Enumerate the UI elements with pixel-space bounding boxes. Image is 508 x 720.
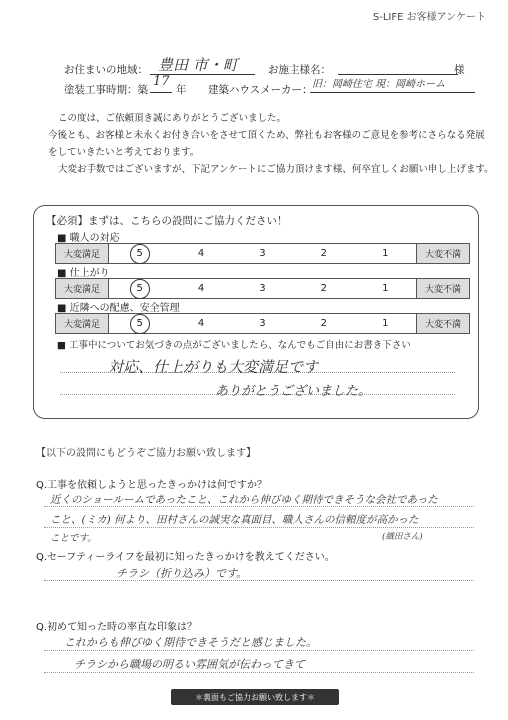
free-comment-label: ■ 工事中についてお気づきの点がございましたら、なんでもご自由にお書き下さい bbox=[57, 340, 411, 351]
free-comment-answer-2: ありがとうございました。 bbox=[215, 384, 372, 399]
name-suffix: 様 bbox=[454, 64, 465, 76]
question-3: Q.初めて知った時の率直な印象は？ bbox=[36, 622, 198, 633]
question-label: ■ 近隣への配慮、安全管理 bbox=[57, 303, 180, 314]
rating-option-3[interactable]: 3 bbox=[259, 248, 266, 259]
section2-heading: 【以下の設問にもどうぞご協力お願い致します】 bbox=[36, 448, 256, 459]
intro-line: をしていきたいと考えております。 bbox=[48, 147, 200, 158]
free-comment-answer-1: 対応、仕上がりも大変満足です bbox=[108, 358, 319, 376]
intro-line: この度は、ご依頼頂き誠にありがとうございました。 bbox=[58, 113, 287, 124]
question-1: Q.工事を依頼しようと思ったきっかけは何ですか？ bbox=[36, 480, 268, 491]
address-field[interactable] bbox=[150, 54, 255, 75]
rating-option-5[interactable]: 5 bbox=[130, 318, 150, 329]
question-2: Q.セーフティーライフを最初に知ったきっかけを教えてください。 bbox=[36, 552, 335, 563]
rating-option-1[interactable]: 1 bbox=[382, 248, 389, 259]
footer-note: ＊裏面もご協力お願い致します＊ bbox=[171, 689, 339, 705]
scale-right-label: 大変不満 bbox=[416, 314, 469, 333]
period-suffix: 年 bbox=[176, 84, 187, 96]
answer-1-line-1: 近くのショールームであったこと、これから伸びゆく期待できそうな会社であった bbox=[50, 494, 438, 506]
scale-left-label: 大変満足 bbox=[56, 244, 109, 263]
answer-1-line-3: ことです。 bbox=[50, 533, 97, 544]
rating-option-5[interactable]: 5 bbox=[130, 248, 150, 259]
rating-option-3[interactable]: 3 bbox=[259, 283, 266, 294]
rating-scale-safety[interactable] bbox=[55, 313, 470, 334]
answer-3-area[interactable] bbox=[44, 632, 474, 682]
required-heading: 【必須】まずは、こちらの設問にご協力ください！ bbox=[46, 215, 288, 227]
period-label: 塗装工事時期：築 bbox=[64, 84, 148, 96]
rating-scale-staff[interactable] bbox=[55, 243, 470, 264]
answer-3-line-1: これからも伸びゆく期待できそうだと感じました。 bbox=[64, 636, 317, 649]
maker-label: 建築ハウスメーカー： bbox=[208, 84, 313, 96]
brand-title: S-LIFE お客様アンケート bbox=[372, 12, 486, 23]
answer-2-area[interactable] bbox=[44, 563, 474, 585]
question-label: ■ 仕上がり bbox=[57, 268, 110, 279]
scale-right-label: 大変不満 bbox=[416, 279, 469, 298]
intro-line: 大変お手数ではございますが、下記アンケートにご協力頂けます様、何卒宜しくお願い申し上げます。 bbox=[58, 164, 494, 175]
maker-value: 旧：岡崎住宅 現：岡崎ホーム bbox=[312, 79, 446, 90]
rating-option-1[interactable]: 1 bbox=[382, 318, 389, 329]
answer-3-line-2: チラシから職場の明るい雰囲気が伝わってきて bbox=[74, 658, 305, 671]
address-label: お住まいの地域： bbox=[64, 64, 148, 76]
name-field[interactable] bbox=[338, 54, 458, 75]
name-label: お施主様名： bbox=[268, 64, 331, 76]
rating-option-4[interactable]: 4 bbox=[197, 283, 205, 294]
answer-1-line-2: こと、(ミカ) 何より、田村さんの誠実な真面目、職人さんの信頼度が高かった bbox=[50, 514, 419, 526]
free-comment-area[interactable] bbox=[60, 350, 455, 410]
rating-option-3[interactable]: 3 bbox=[259, 318, 266, 329]
rating-option-2[interactable]: 2 bbox=[320, 318, 328, 329]
answer-1-area[interactable] bbox=[44, 490, 474, 542]
rating-option-2[interactable]: 2 bbox=[320, 283, 328, 294]
question-label: ■ 職人の対応 bbox=[57, 233, 120, 244]
scale-left-label: 大変満足 bbox=[56, 279, 109, 298]
rating-option-2[interactable]: 2 bbox=[320, 248, 328, 259]
address-value: 豊田 市・町 bbox=[158, 56, 238, 74]
rating-scale-finish[interactable] bbox=[55, 278, 470, 299]
intro-text bbox=[48, 112, 494, 180]
answer-1-note: (織田さん) bbox=[382, 532, 423, 542]
scale-left-label: 大変満足 bbox=[56, 314, 109, 333]
rating-option-4[interactable]: 4 bbox=[197, 248, 205, 259]
intro-line: 今後とも、お客様と未永くお付き合いをさせて頂くため、弊社もお客様のご意見を参考にさらなる発展 bbox=[48, 130, 485, 141]
period-value: 17 bbox=[153, 74, 170, 89]
rating-option-4[interactable]: 4 bbox=[197, 318, 205, 329]
maker-field[interactable] bbox=[310, 76, 475, 93]
scale-right-label: 大変不満 bbox=[416, 244, 469, 263]
rating-option-5[interactable]: 5 bbox=[130, 283, 150, 294]
period-field[interactable] bbox=[150, 76, 172, 93]
answer-2: チラシ（折り込み）です。 bbox=[116, 567, 248, 580]
rating-option-1[interactable]: 1 bbox=[382, 283, 389, 294]
